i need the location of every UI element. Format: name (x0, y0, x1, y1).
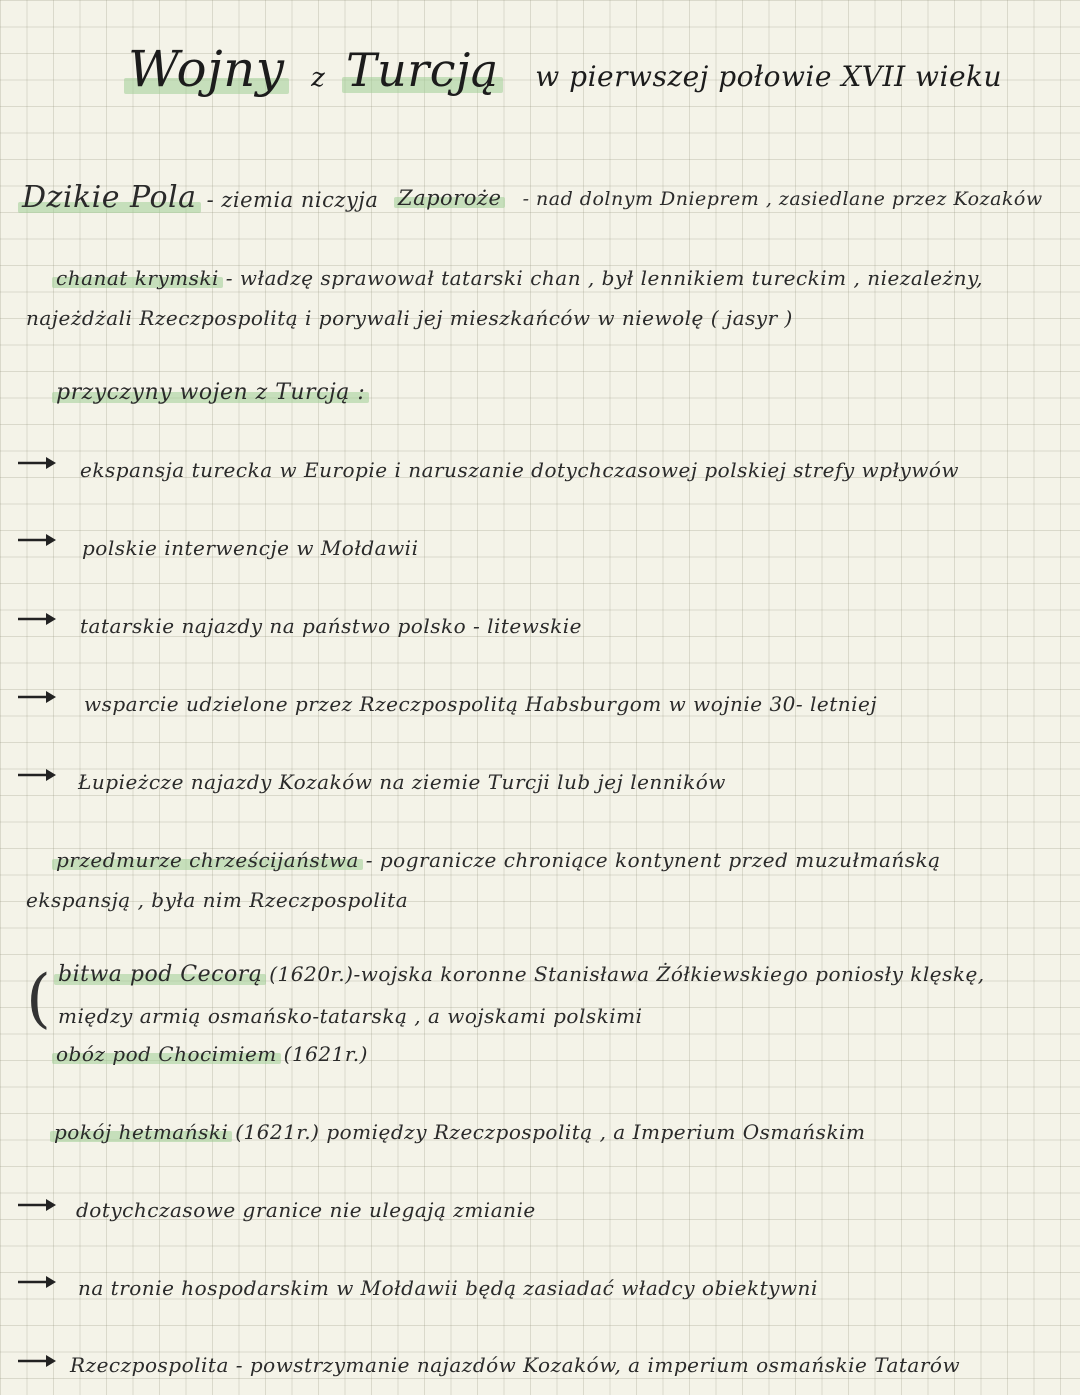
cecora-line-1 (58, 962, 985, 987)
bulwark-line-2: ekspansją , była nim Rzeczpospolita (26, 888, 409, 912)
chocim-date: (1621r.) (283, 1042, 368, 1066)
peace-item-3: Rzeczpospolita - powstrzymanie najazdów Kozaków, a imperium osmańskie Tatarów (70, 1353, 961, 1377)
dzikie-pola-def: - ziemia niczyja (206, 188, 379, 212)
title-rest: w pierwszej połowie XVII wieku (535, 60, 1003, 93)
causes-heading: przyczyny wojen z Turcją : (56, 380, 366, 405)
cause-item-5: Łupieżcze najazdy Kozaków na ziemie Turcji lub jej lenników (78, 770, 726, 794)
chocim-line (56, 1042, 368, 1066)
arrow-icon (16, 1275, 56, 1289)
arrow-icon (16, 768, 56, 782)
peace-term: pokój hetmański (54, 1120, 229, 1144)
peace-item-1: dotychczasowe granice nie ulegają zmianie (76, 1198, 536, 1222)
cause-item-1: ekspansja turecka w Europie i naruszanie dotychczasowej polskiej strefy wpływów (80, 458, 960, 482)
cause-item-2: polskie interwencje w Mołdawii (82, 536, 419, 560)
brace: ( (26, 962, 51, 1036)
cause-item-4: wsparcie udzielone przez Rzeczpospolitą Habsburgom w wojnie 30- letniej (84, 692, 878, 716)
title-word-turcja: Turcją (345, 43, 499, 97)
zaporoze-def: - nad dolnym Dnieprem , zasiedlane przez Kozaków (522, 188, 1043, 210)
arrow-icon (16, 533, 56, 547)
zaporoze-term: Zaporoże (398, 186, 502, 210)
cecora-line-2: między armią osmańsko-tatarską , a wojskami polskimi (58, 1004, 643, 1028)
page-title (128, 40, 1002, 98)
cecora-term: bitwa pod Cecorą (58, 962, 263, 987)
dzikie-pola-term: Dzikie Pola (22, 180, 197, 215)
peace-line (54, 1120, 865, 1144)
chanat-term: chanat krymski (56, 266, 219, 290)
bulwark-term: przedmurze chrześcijaństwa (56, 848, 359, 872)
title-word-z: z (311, 63, 326, 93)
cause-item-3: tatarskie najazdy na państwo polsko - litewskie (80, 614, 583, 638)
peace-def: (1621r.) pomiędzy Rzeczpospolitą , a Imperium Osmańskim (235, 1120, 866, 1144)
dzikie-pola-line (22, 180, 378, 215)
arrow-icon (16, 690, 56, 704)
arrow-icon (16, 1198, 56, 1212)
bulwark-def: - pogranicze chroniące kontynent przed muzułmańską (365, 848, 941, 872)
chanat-def: - władzę sprawował tatarski chan , był lennikiem tureckim , niezależny, (225, 266, 983, 290)
arrow-icon (16, 612, 56, 626)
title-word-wojny: Wojny (128, 40, 285, 98)
arrow-icon (16, 1354, 56, 1368)
bulwark-line-1 (56, 848, 941, 872)
peace-item-2: na tronie hospodarskim w Mołdawii będą zasiadać władcy obiektywni (78, 1276, 818, 1300)
zaporoze-line (398, 186, 1043, 210)
arrow-icon (16, 456, 56, 470)
chanat-line-2: najeżdżali Rzeczpospolitą i porywali jej mieszkańców w niewolę ( jasyr ) (26, 306, 793, 330)
chocim-term: obóz pod Chocimiem (56, 1042, 277, 1066)
chanat-line-1 (56, 266, 983, 290)
cecora-def: (1620r.)-wojska koronne Stanisława Żółkiewskiego poniosły klęskę, (269, 962, 985, 986)
